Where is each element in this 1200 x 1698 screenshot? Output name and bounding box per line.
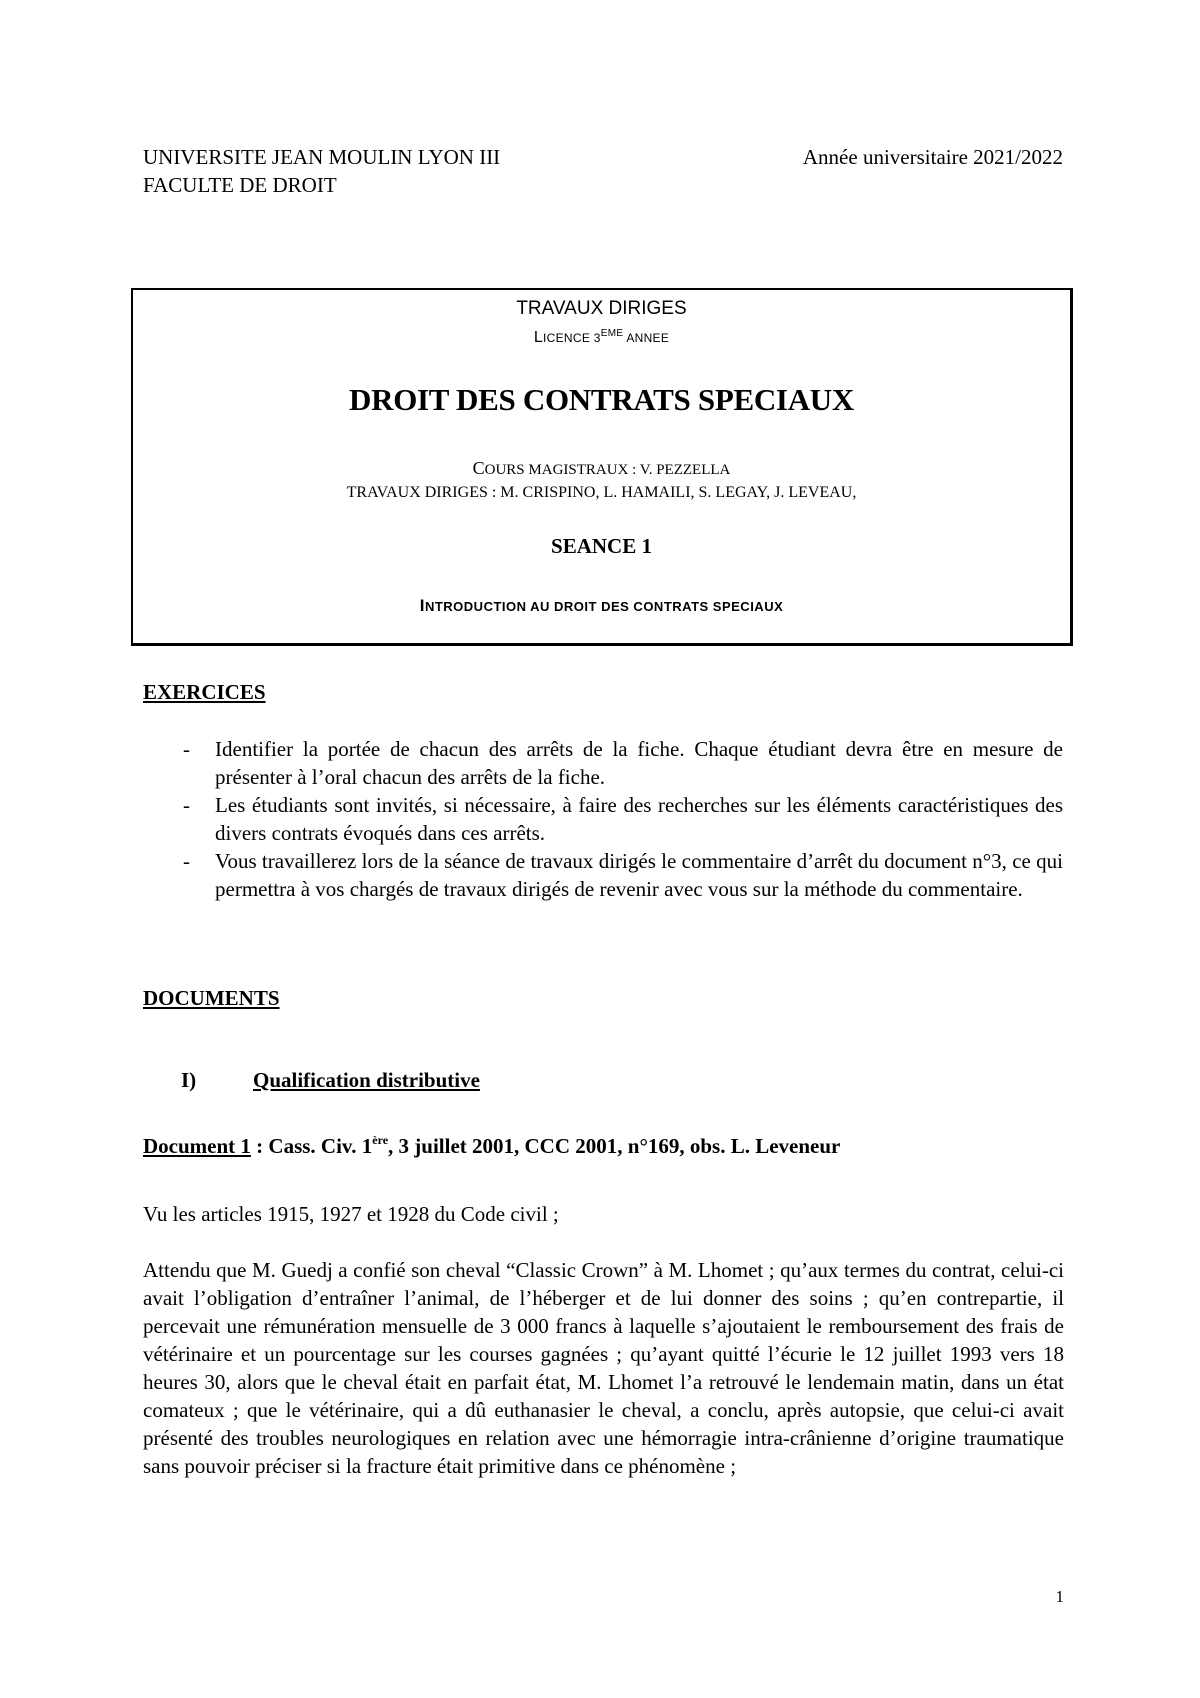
- cours-magistraux-line: COURS MAGISTRAUX : V. PEZZELLA: [472, 458, 731, 478]
- exercices-heading: EXERCICES: [143, 680, 266, 704]
- list-item: - Vous travaillerez lors de la séance de travaux dirigés le commentaire d’arrêt du document n°3, ce qui permettra à vos chargés de travaux dirigés de revenir avec vous sur la méthode du commentaire.: [183, 849, 1063, 901]
- exercices-list: [143, 735, 1063, 903]
- faculty-name: FACULTE DE DROIT: [143, 173, 337, 197]
- main-title: DROIT DES CONTRATS SPECIAUX: [349, 382, 854, 417]
- documents-heading: DOCUMENTS: [143, 986, 280, 1010]
- institution-header: [143, 143, 500, 199]
- document-1-heading: Document 1 : Cass. Civ. 1ère, 3 juillet 2001, CCC 2001, n°169, obs. L. Leveneur: [143, 1133, 841, 1158]
- licence-line: LICENCE 3EME ANNEE: [533, 328, 670, 346]
- td-teachers-line: TRAVAUX DIRIGES : M. CRISPINO, L. HAMAILI, S. LEGAY, J. LEVEAU,: [346, 484, 857, 501]
- document-1-paragraph: Attendu que M. Guedj a confié son cheval “Classic Crown” à M. Lhomet ; qu’aux termes du contrat, celui-ci avait l’obligation d’entraîner l’animal, de l’héberger et de lui donner des soins ; qu’en contrepartie, il percevait une rémunération mensuelle de 3 000 francs à laquelle s’ajoutaient le remboursement des frais de vétérinaire et un pourcentage sur les courses gagnées ; qu’ayant quitté l’écurie le 12 juillet 1993 vers 18 heures 30, alors que le cheval était en parfait état, M. Lhomet l’a retrouvé le lendemain matin, dans un état comateux ; que le vétérinaire, qui a dû euthanasier le cheval, a conclu, après autopsie, que celui-ci avait présenté des troubles neurologiques en relation avec une hémorragie intra-crânienne d’origine traumatique sans pouvoir préciser si la fracture était primitive dans ce phénomène ;: [143, 1258, 1064, 1478]
- academic-year: Année universitaire 2021/2022: [802, 145, 1063, 169]
- part-number: I): [181, 1068, 197, 1092]
- page-number: 1: [1055, 1587, 1064, 1606]
- list-item: - Identifier la portée de chacun des arrêts de la fiche. Chaque étudiant devra être en mesure de présenter à l’oral chacun des arrêts de la fiche.: [183, 737, 1063, 789]
- list-item: - Les étudiants sont invités, si nécessaire, à faire des recherches sur les éléments caractéristiques des divers contrats évoqués dans ces arrêts.: [183, 793, 1063, 845]
- seance-subtitle: INTRODUCTION AU DROIT DES CONTRATS SPECIAUX: [419, 596, 784, 615]
- university-name: UNIVERSITE JEAN MOULIN LYON III: [143, 145, 501, 169]
- document-1-paragraph: Vu les articles 1915, 1927 et 1928 du Code civil ;: [143, 1202, 559, 1226]
- td-label: TRAVAUX DIRIGES: [516, 298, 687, 319]
- part-title: Qualification distributive: [253, 1068, 480, 1092]
- seance-title: SEANCE 1: [551, 534, 652, 558]
- title-box: [131, 288, 1073, 646]
- document-1-label: Document 1: [143, 1134, 251, 1158]
